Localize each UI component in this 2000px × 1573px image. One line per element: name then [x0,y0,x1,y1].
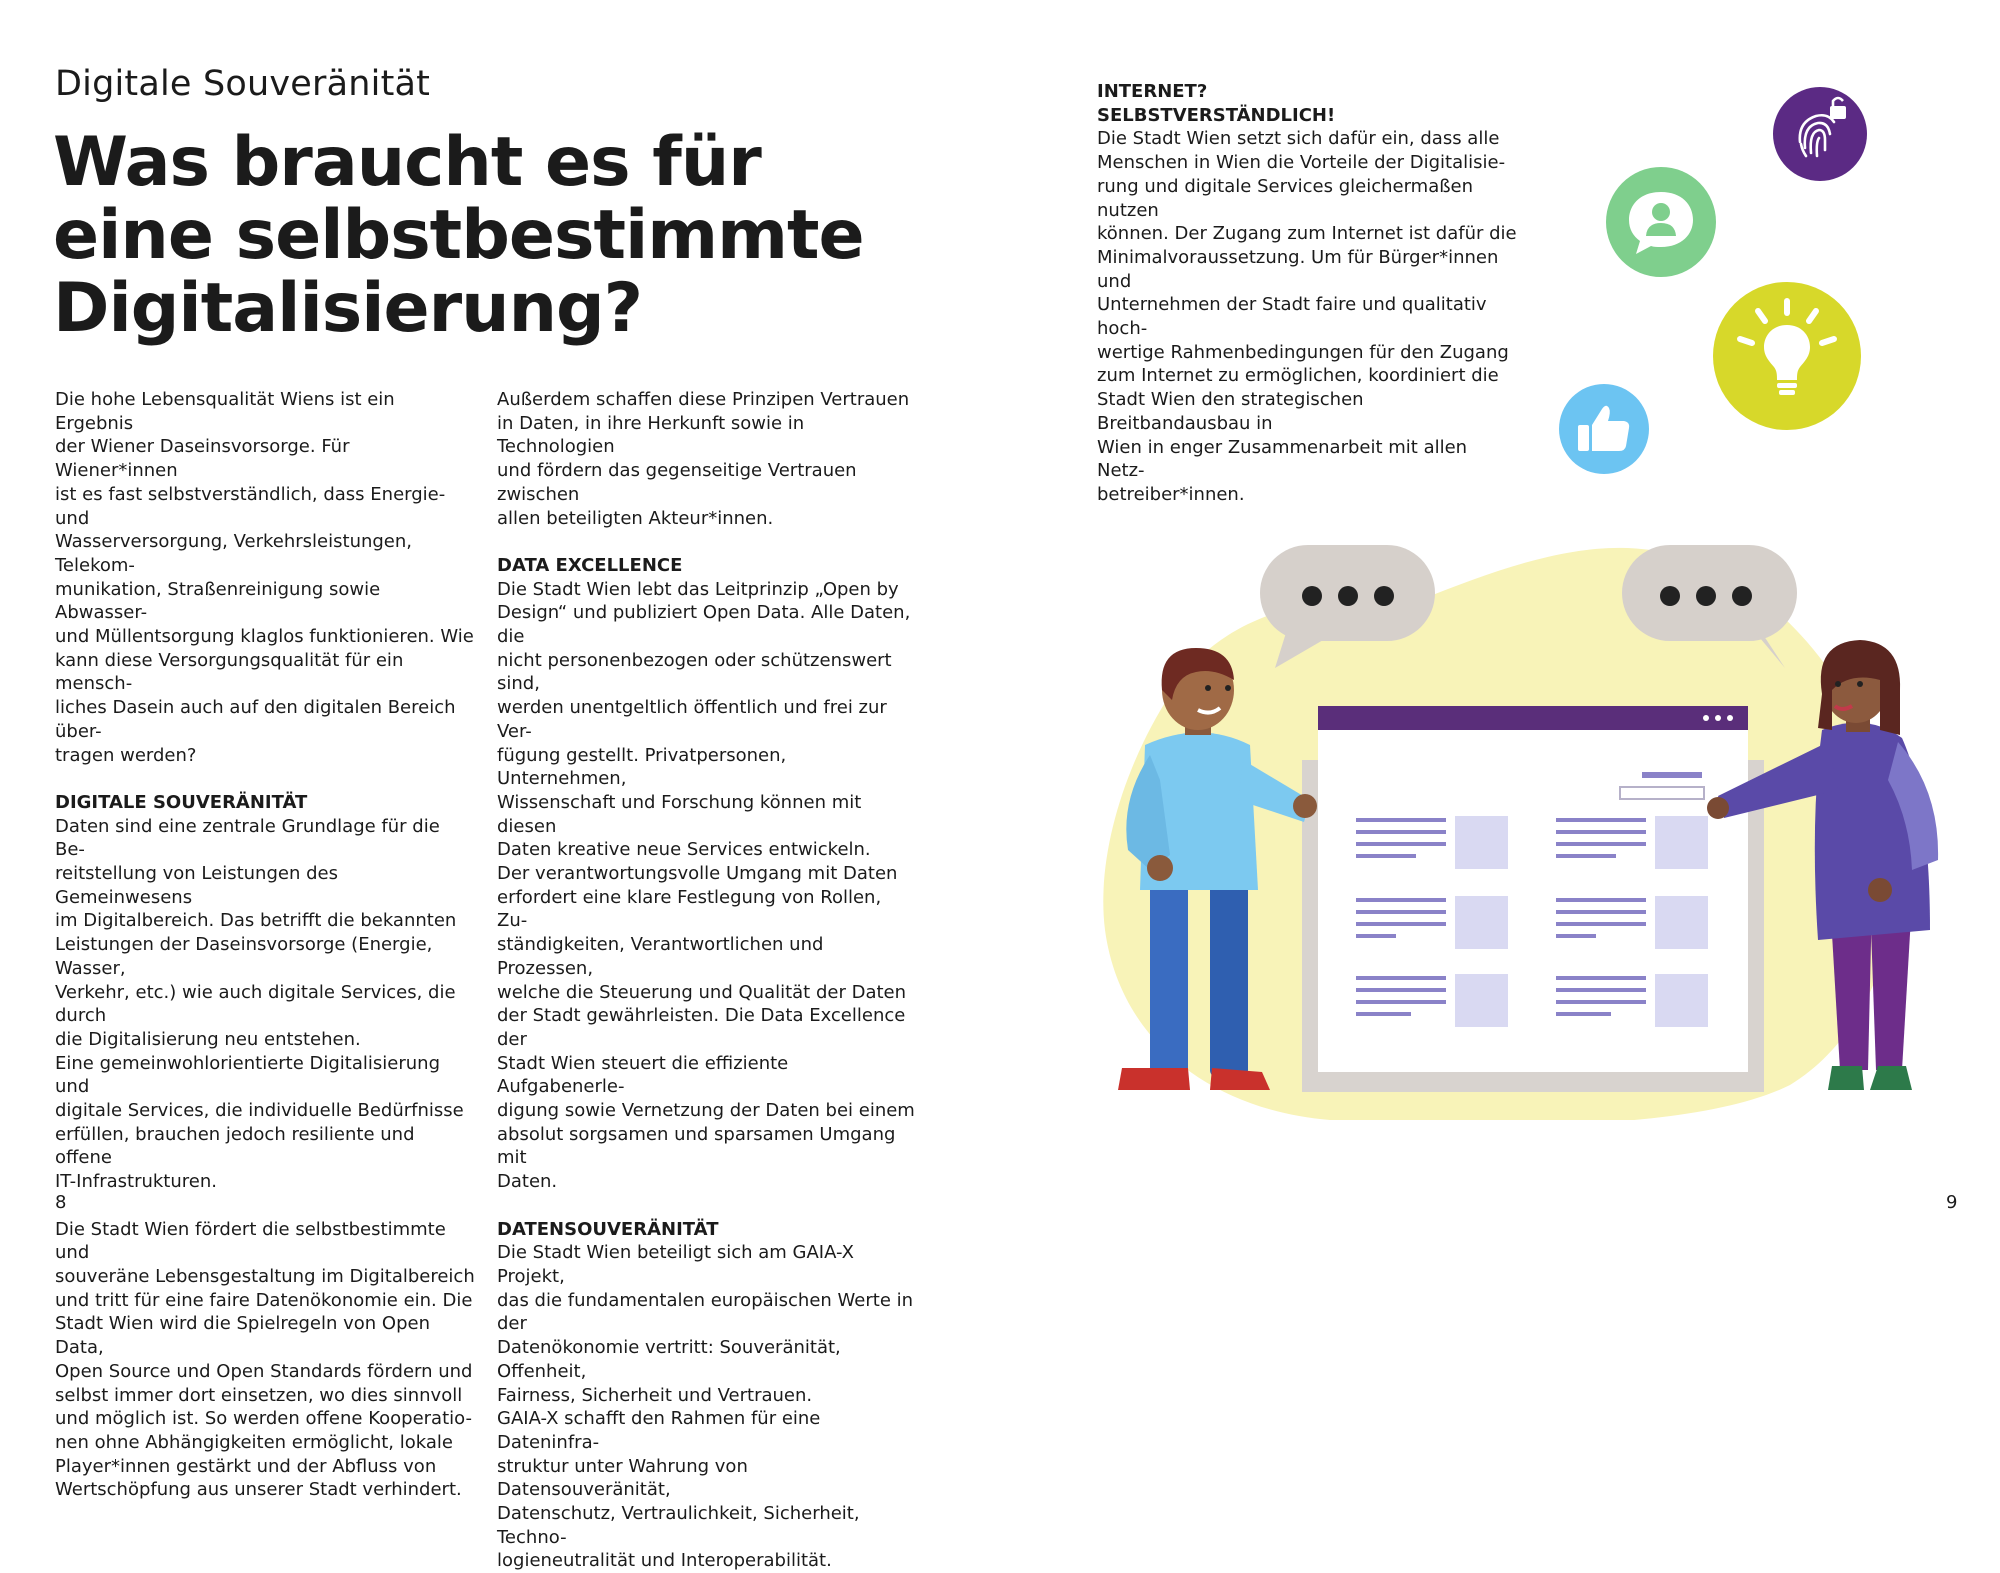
page-headline [53,123,933,348]
section-heading: DATENSOUVERÄNITÄT [497,1218,719,1240]
fingerprint-lock-icon [1770,84,1870,184]
text-column-1 [55,388,475,1502]
data-board-illustration [1100,520,1960,1120]
headline-line: Digitalisierung? [53,269,643,348]
page-number-left: 8 [55,1192,67,1213]
headline-line: Was braucht es für [53,123,761,202]
page-number-right: 9 [1946,1192,1958,1213]
data-board [1302,706,1764,1092]
lightbulb-icon [1712,281,1862,431]
section-heading: DIGITALE SOUVERÄNITÄT [55,791,308,813]
section-heading: INTERNET? SELBSTVERSTÄNDLICH! [1097,81,1336,126]
section-heading: DATA EXCELLENCE [497,554,683,576]
thumbs-up-icon [1558,383,1650,475]
intro-paragraph: Außerdem schaffen diese Prinzipen Vertrauen in Daten, in ihre Herkunft sowie in Technologien und fördern das gegenseitige Vertrauen zwischen allen beteiligten Akteur*innen. [497,389,910,529]
section-kicker: Digitale Souveränität [55,64,431,104]
text-column-3 [1097,80,1517,507]
body-paragraph: Die Stadt Wien lebt das Leitprinzip „Open by Design“ und publiziert Open Data. Alle Daten, die nicht personenbezogen oder schützenswert sind, werden unentgeltlich öffentlich und frei zur Ver- fügung gestellt. Privatpersonen, Unternehmen, Wissenschaft und Forschung können mit diesen Daten kreative neue Services entwickeln. Der verantwortungsvolle Umgang mit Daten erfordert eine klare Festlegung von Rollen, Zu- ständigkeiten, Verantwortlichen und Prozessen, welche die Steuerung und Qualität der Daten der Stadt gewährleisten. Die Data Excellence der Stadt Wien steuert die effiziente Aufgabenerle- digung sowie Vernetzung der Daten bei einem absolut sorgsamen und sparsamen Umgang mit Daten. [497,578,915,1193]
body-paragraph: Die Stadt Wien beteiligt sich am GAIA-X Projekt, das die fundamentalen europäischen Werte in der Datenökonomie vertritt: Souveränität, Offenheit, Fairness, Sicherheit und Vertrauen. GAIA-X schafft den Rahmen für eine Dateninfra- struktur unter Wahrung von Datensouveränität, Datenschutz, Vertraulichkeit, Sicherheit, Techno- logieneutralität und Interoperabilität. [497,1242,914,1572]
text-column-2 [497,388,917,1573]
user-chat-icon [1605,166,1717,278]
body-paragraph: Daten sind eine zentrale Grundlage für die Be- reitstellung von Leistungen des Gemeinwesens im Digitalbereich. Das betrifft die bekannten Leistungen der Daseinsvorsorge (Energie, Wasser, Verkehr, etc.) wie auch digitale Services, die durch die Digitalisierung neu entstehen. Eine gemeinwohlorientierte Digitalisierung und digitale Services, die individuelle Bedürfnisse erfüllen, brauchen jedoch resiliente und offene IT-Infrastrukturen. [55,815,464,1193]
body-paragraph: Die Stadt Wien fördert die selbstbestimmte und souveräne Lebensgestaltung im Digitalbereich und tritt für eine faire Datenökonomie ein. Die Stadt Wien wird die Spielregeln von Open Data, Open Source und Open Standards fördern und selbst immer dort einsetzen, wo dies sinnvoll und möglich ist. So werden offene Kooperatio- nen ohne Abhängigkeiten ermöglicht, lokale Player*innen gestärkt und der Abfluss von Wertschöpfung aus unserer Stadt verhindert. [55,1218,475,1501]
body-paragraph: Die Stadt Wien setzt sich dafür ein, dass alle Menschen in Wien die Vorteile der Digitalisie- rung und digitale Services gleichermaßen nutzen können. Der Zugang zum Internet ist dafür die Minimalvoraussetzung. Um für Bürger*innen und Unternehmen der Stadt faire und qualitativ hoch- wertige Rahmenbedingungen für den Zugang zum Internet zu ermöglichen, koordiniert die Stadt Wien den strategischen Breitbandausbau in Wien in enger Zusammenarbeit mit allen Netz- betreiber*innen. [1097,128,1517,505]
headline-line: eine selbstbestimmte [53,196,864,275]
intro-paragraph: Die hohe Lebensqualität Wiens ist ein Ergebnis der Wiener Daseinsvorsorge. Für Wiener*innen ist es fast selbstverständlich, dass Energie- und Wasserversorgung, Verkehrsleistungen, Telekom- munikation, Straßenreinigung sowie Abwasser- und Müllentsorgung klaglos funktionieren. Wie kann diese Versorgungsqualität für ein mensch- liches Dasein auch auf den digitalen Bereich über- tragen werden? [55,389,474,766]
